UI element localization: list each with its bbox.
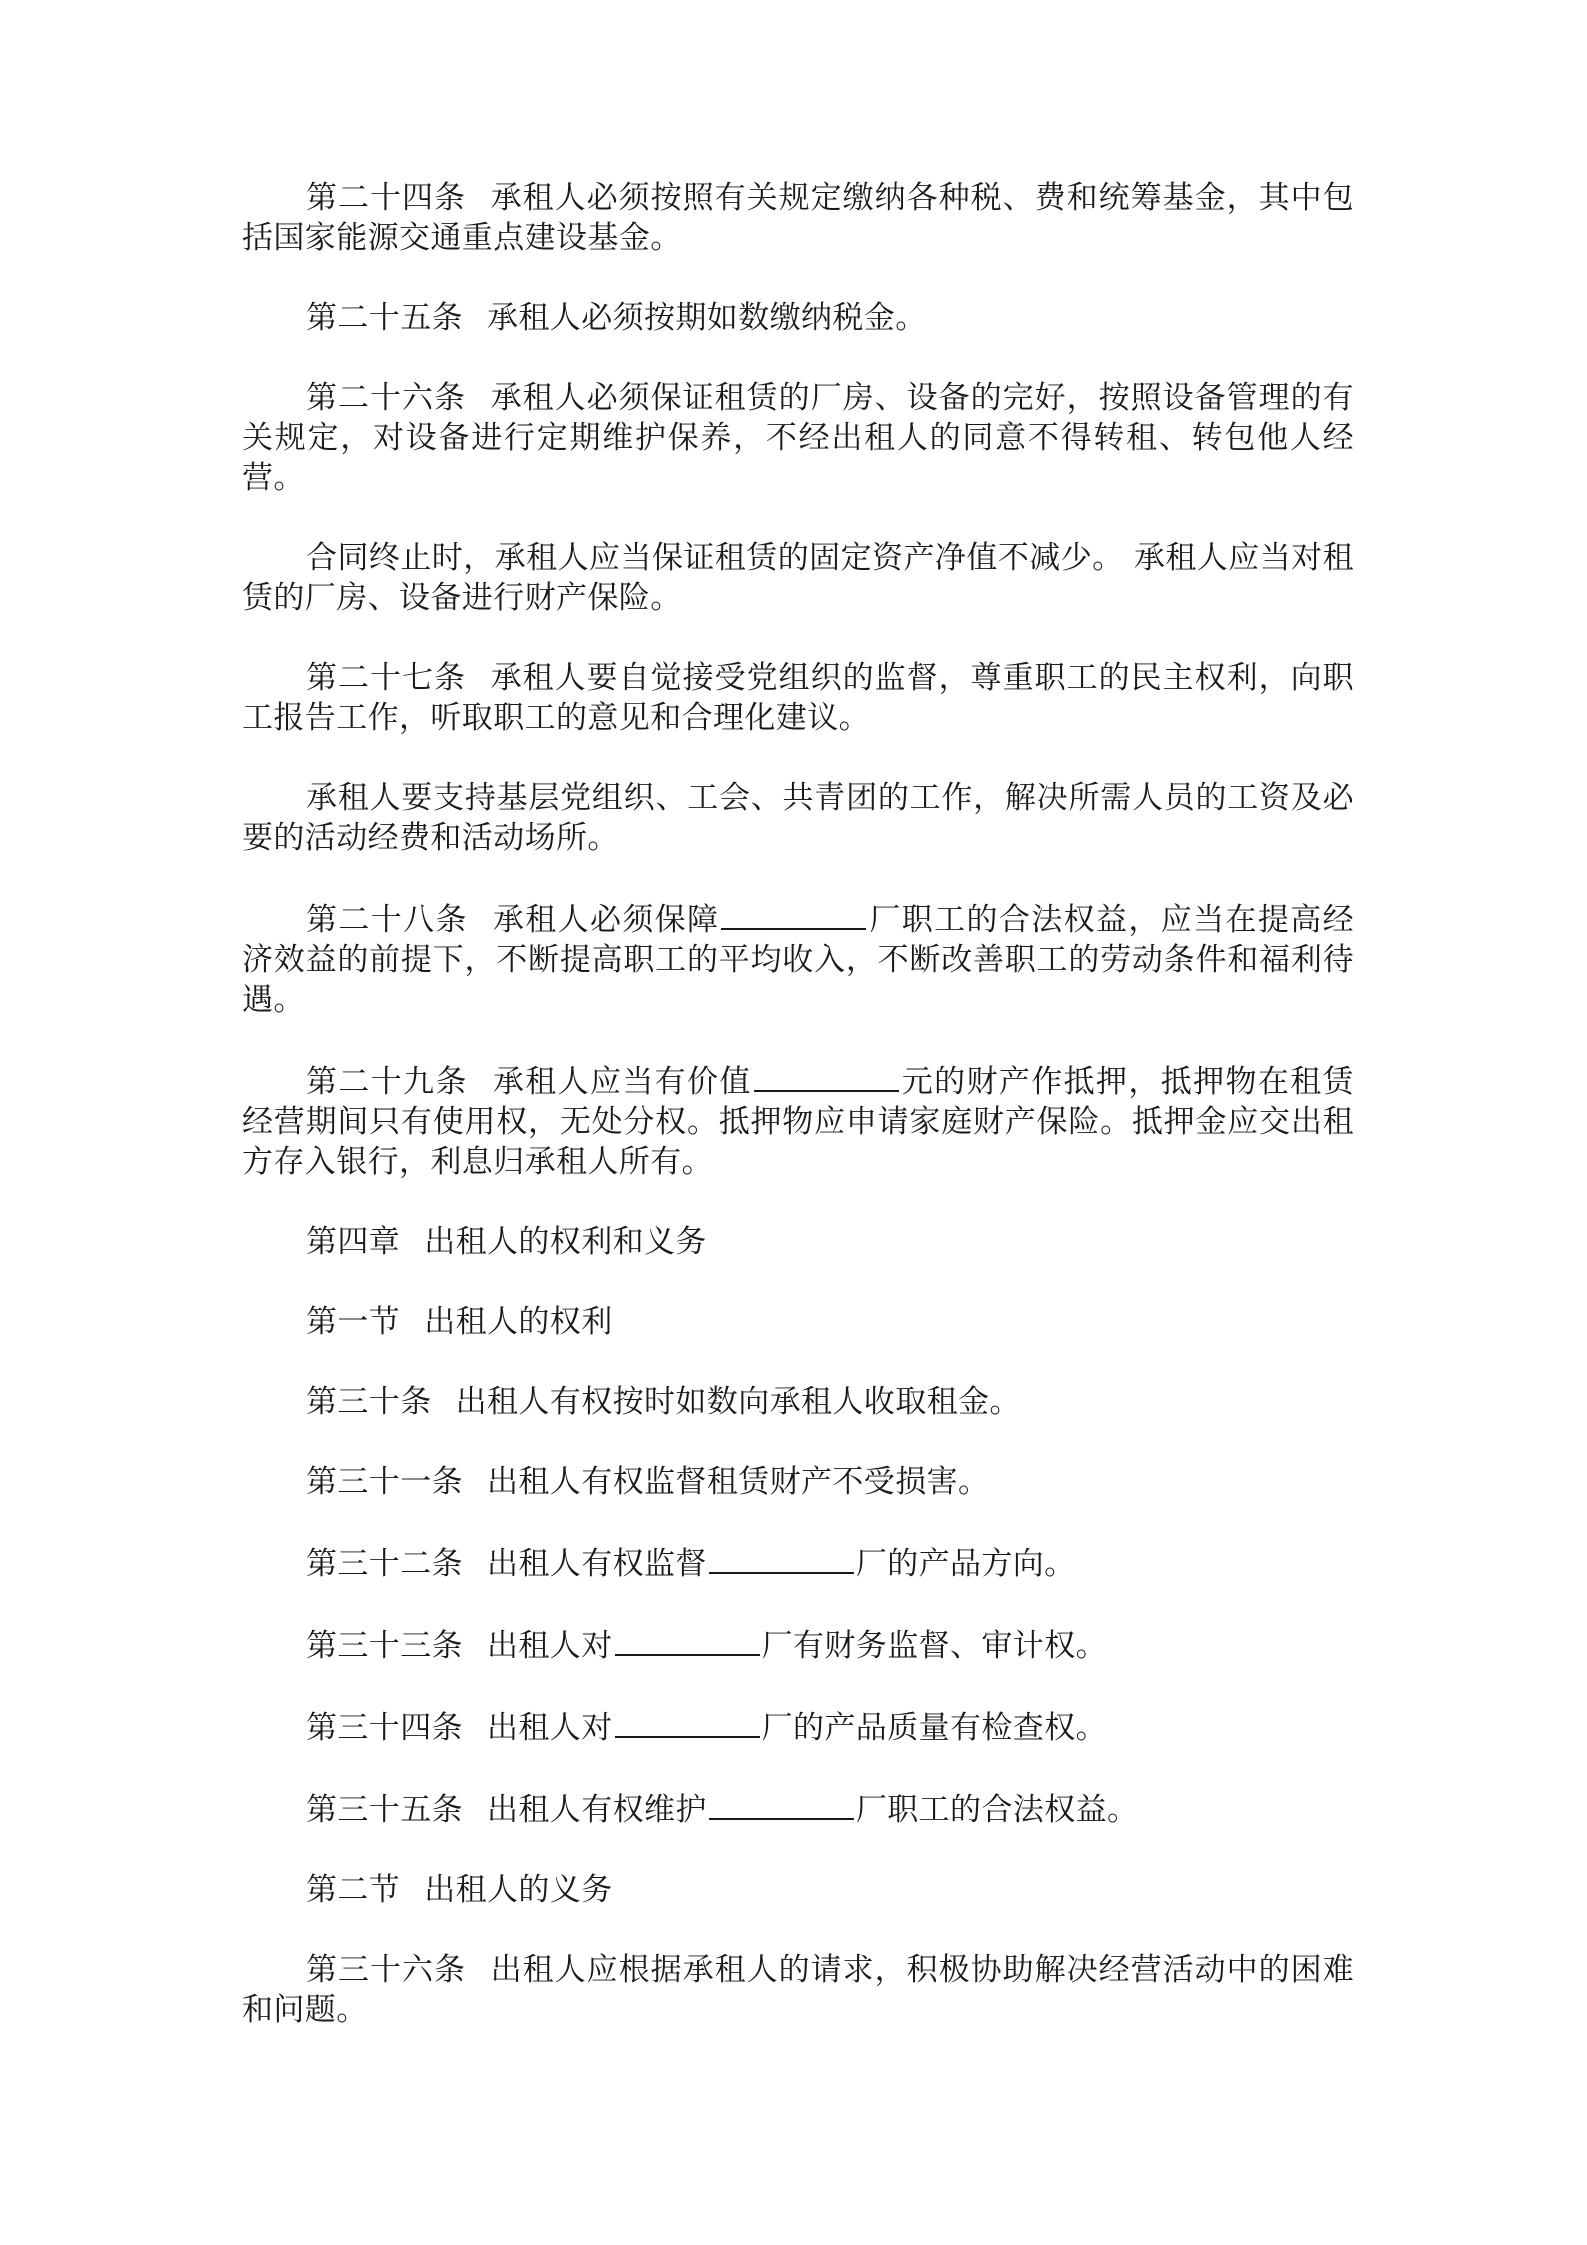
article-heading: 第三十条 — [306, 1384, 432, 1420]
article-31 — [242, 1462, 1354, 1502]
article-heading: 第二十五条 — [306, 300, 463, 336]
article-text: 承租人必须按期如数缴纳税金。 — [487, 300, 927, 336]
article-27-continued — [242, 778, 1354, 858]
chapter-4-heading — [242, 1222, 1354, 1262]
fill-in-blank[interactable] — [709, 1788, 854, 1820]
chapter-title: 出租人的权利和义务 — [424, 1224, 707, 1260]
fill-in-blank[interactable] — [754, 1060, 899, 1092]
article-heading: 第三十六条 — [306, 1952, 466, 1988]
article-25 — [242, 298, 1354, 338]
article-heading: 第三十一条 — [306, 1464, 463, 1500]
article-text-before-blank: 出租人对 — [487, 1710, 613, 1746]
article-24 — [242, 178, 1354, 258]
article-text: 承租人必须按照有关规定缴纳各种税、费和统筹基金，其中包括国家能源交通重点建设基金。 — [242, 180, 1354, 256]
document-page — [242, 178, 1354, 2070]
article-heading: 第三十四条 — [306, 1710, 463, 1746]
article-heading: 第三十二条 — [306, 1546, 463, 1582]
article-35 — [242, 1788, 1354, 1830]
article-text-after-blank: 厂的产品质量有检查权。 — [761, 1710, 1108, 1746]
article-heading: 第三十三条 — [306, 1628, 463, 1664]
article-28 — [242, 898, 1354, 1020]
article-heading: 第二十七条 — [306, 660, 466, 696]
fill-in-blank[interactable] — [615, 1706, 760, 1738]
section-title: 出租人的义务 — [424, 1872, 613, 1908]
article-29 — [242, 1060, 1354, 1182]
article-heading: 第三十五条 — [306, 1792, 463, 1828]
section-title: 出租人的权利 — [424, 1304, 613, 1340]
article-text: 承租人要支持基层党组织、工会、共青团的工作，解决所需人员的工资及必要的活动经费和活动场所。 — [242, 780, 1354, 856]
article-33 — [242, 1624, 1354, 1666]
chapter-number: 第四章 — [306, 1224, 401, 1260]
article-text: 承租人必须保证租赁的厂房、设备的完好，按照设备管理的有关规定，对设备进行定期维护保养，不经出租人的同意不得转租、转包他人经营。 — [242, 380, 1354, 496]
article-36 — [242, 1950, 1354, 2030]
article-text-after-blank: 元的财产作抵押，抵押物在租赁经营期间只有使用权，无处分权。抵押物应申请家庭财产保险。抵押金应交出租方存入银行，利息归承租人所有。 — [242, 1064, 1355, 1180]
article-text: 合同终止时，承租人应当保证租赁的固定资产净值不减少。 承租人应当对租赁的厂房、设备进行财产保险。 — [242, 540, 1354, 616]
article-text-after-blank: 厂有财务监督、审计权。 — [761, 1628, 1108, 1664]
article-text-before-blank: 出租人有权监督 — [487, 1546, 707, 1582]
article-34 — [242, 1706, 1354, 1748]
article-text-before-blank: 出租人对 — [487, 1628, 613, 1664]
article-text-before-blank: 承租人应当有价值 — [491, 1064, 752, 1100]
article-26 — [242, 378, 1354, 498]
article-26-continued — [242, 538, 1354, 618]
article-text-before-blank: 出租人有权维护 — [487, 1792, 707, 1828]
article-32 — [242, 1542, 1354, 1584]
section-2-heading — [242, 1870, 1354, 1910]
article-heading: 第二十九条 — [306, 1064, 468, 1100]
article-text: 出租人有权按时如数向承租人收取租金。 — [455, 1384, 1021, 1420]
section-1-heading — [242, 1302, 1354, 1342]
article-27 — [242, 658, 1354, 738]
article-text: 承租人要自觉接受党组织的监督，尊重职工的民主权利，向职工报告工作，听取职工的意见和合理化建议。 — [242, 660, 1354, 736]
fill-in-blank[interactable] — [721, 898, 866, 930]
article-text-after-blank: 厂职工的合法权益，应当在提高经济效益的前提下，不断提高职工的平均收入，不断改善职工的劳动条件和福利待遇。 — [242, 902, 1355, 1018]
article-text-after-blank: 厂的产品方向。 — [855, 1546, 1076, 1582]
section-number: 第二节 — [306, 1872, 401, 1908]
fill-in-blank[interactable] — [709, 1542, 854, 1574]
article-text: 出租人有权监督租赁财产不受损害。 — [487, 1464, 990, 1500]
article-30 — [242, 1382, 1354, 1422]
fill-in-blank[interactable] — [615, 1624, 760, 1656]
section-number: 第一节 — [306, 1304, 401, 1340]
article-heading: 第二十八条 — [306, 902, 468, 938]
article-text: 出租人应根据承租人的请求，积极协助解决经营活动中的困难和问题。 — [242, 1952, 1354, 2028]
article-heading: 第二十六条 — [306, 380, 466, 416]
article-text-before-blank: 承租人必须保障 — [491, 902, 720, 938]
article-heading: 第二十四条 — [306, 180, 466, 216]
article-text-after-blank: 厂职工的合法权益。 — [855, 1792, 1139, 1828]
